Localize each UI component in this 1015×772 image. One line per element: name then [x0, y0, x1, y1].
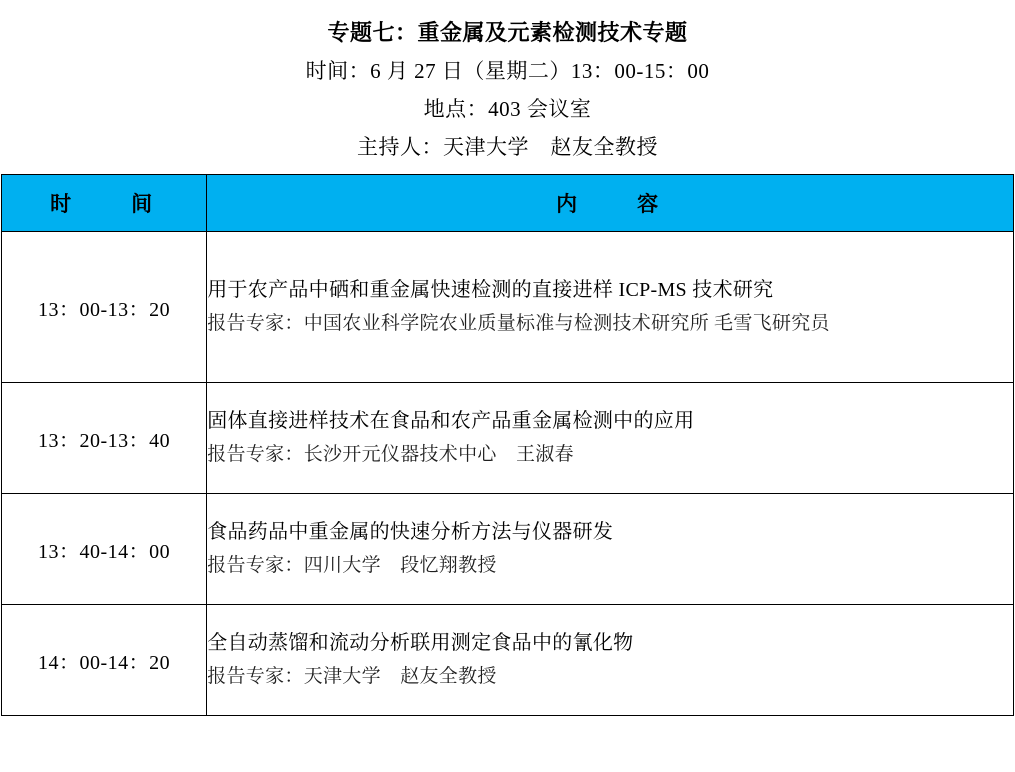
session-place-line: 地点：403 会议室 [423, 97, 592, 121]
session-time-line: 时间：6 月 27 日（星期二）13：00-15：00 [305, 59, 710, 83]
page-title: 专题七：重金属及元素检测技术专题 [327, 20, 688, 45]
table-row [2, 605, 1014, 716]
row-content [207, 605, 1014, 716]
table-header-row [2, 175, 1014, 232]
table-row [2, 383, 1014, 494]
row-speaker: 报告专家：天津大学 赵友全教授 [207, 666, 497, 687]
row-time: 13：00-13：20 [2, 232, 207, 383]
row-topic: 全自动蒸馏和流动分析联用测定食品中的氰化物 [207, 632, 634, 654]
row-time: 14：00-14：20 [2, 605, 207, 716]
row-time: 13：20-13：40 [2, 383, 207, 494]
row-speaker: 报告专家：长沙开元仪器技术中心 王淑春 [207, 444, 574, 465]
row-speaker: 报告专家：四川大学 段忆翔教授 [207, 555, 497, 576]
agenda-table [1, 174, 1014, 716]
row-topic: 食品药品中重金属的快速分析方法与仪器研发 [207, 521, 614, 543]
row-content [207, 232, 1014, 383]
column-header-content: 内 容 [207, 175, 1014, 232]
column-header-time: 时 间 [2, 175, 207, 232]
table-row [2, 494, 1014, 605]
table-row [2, 232, 1014, 383]
row-topic: 用于农产品中硒和重金属快速检测的直接进样 ICP-MS 技术研究 [207, 279, 774, 301]
row-content [207, 494, 1014, 605]
session-host-line: 主持人：天津大学 赵友全教授 [357, 135, 658, 159]
row-speaker: 报告专家：中国农业科学院农业质量标准与检测技术研究所 毛雪飞研究员 [207, 313, 830, 334]
row-time: 13：40-14：00 [2, 494, 207, 605]
row-topic: 固体直接进样技术在食品和农产品重金属检测中的应用 [207, 410, 695, 432]
row-content [207, 383, 1014, 494]
document-header [0, 0, 1015, 166]
